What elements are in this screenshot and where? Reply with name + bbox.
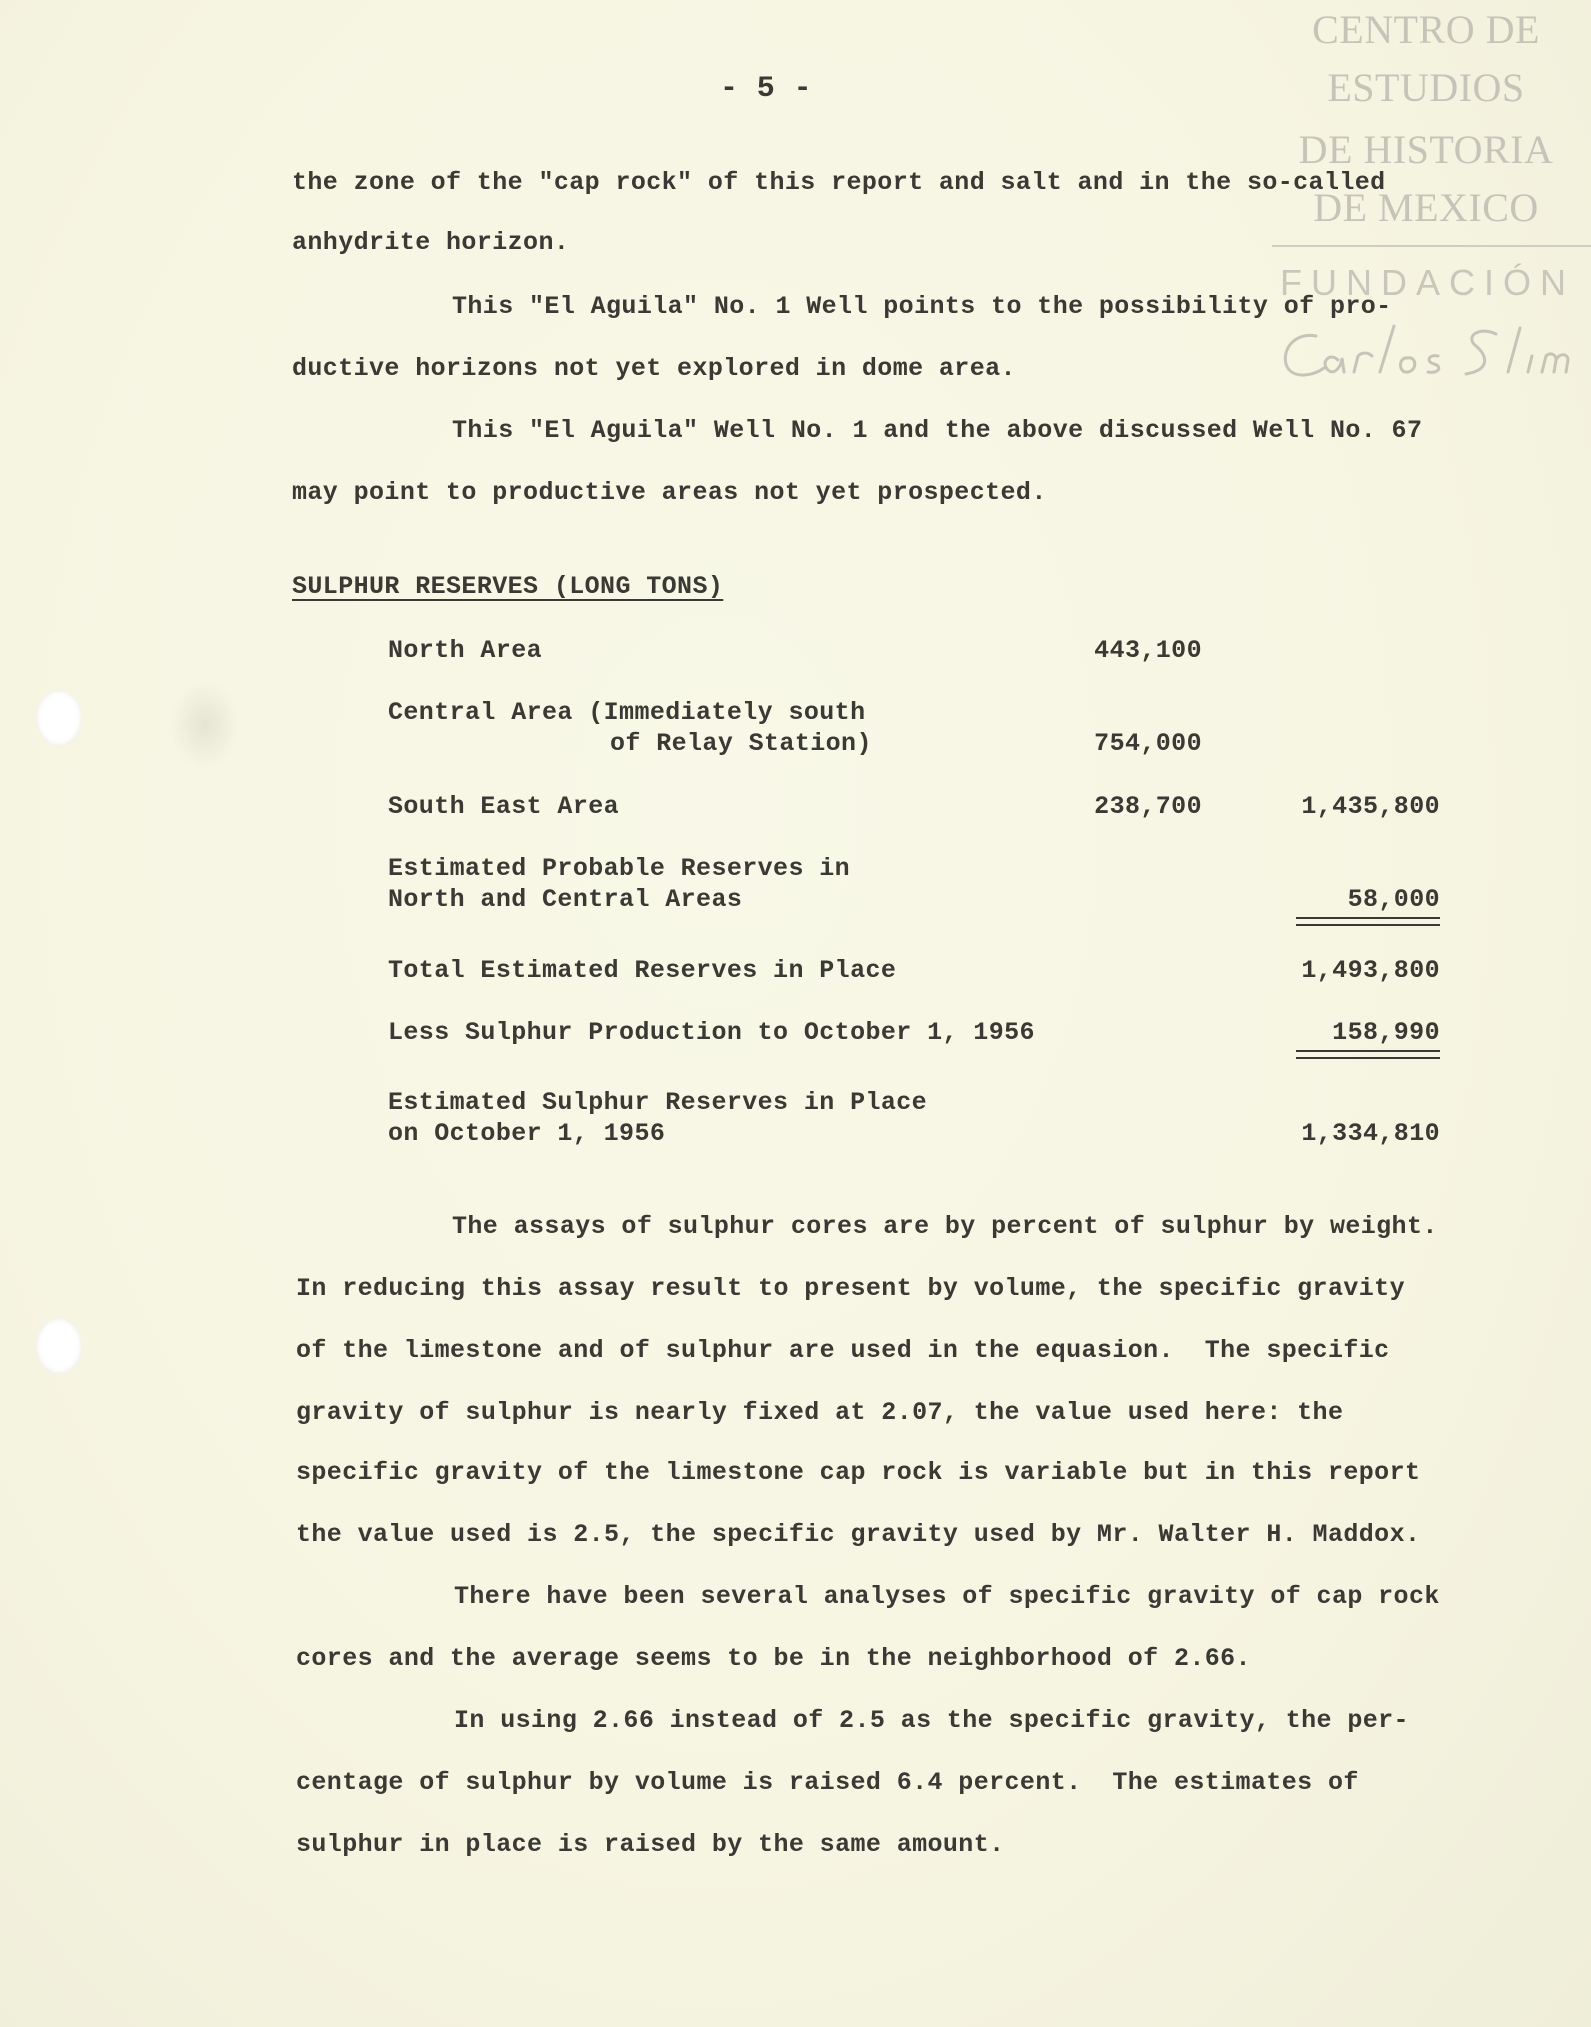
assays-line-1: The assays of sulphur cores are by percent of sulphur by weight.	[452, 1212, 1438, 1241]
assays-line-2: In reducing this assay result to present by volume, the specific gravity	[296, 1274, 1405, 1303]
aguila-1-line-1: This "El Aguila" No. 1 Well points to the possibility of pro-	[452, 292, 1392, 321]
row-less-production-label: Less Sulphur Production to October 1, 1956	[388, 1018, 1035, 1047]
aguila-2-line-2: may point to productive areas not yet prospected.	[292, 478, 1047, 507]
watermark-line-4: DE MEXICO	[1313, 185, 1539, 230]
row-central-area-label-2: of Relay Station)	[610, 729, 872, 758]
row-total-value: 1,493,800	[1301, 956, 1440, 985]
row-estimated-label-2: on October 1, 1956	[388, 1119, 666, 1148]
row-central-area-amount: 754,000	[1094, 729, 1202, 758]
using-line-1: In using 2.66 instead of 2.5 as the specific gravity, the per-	[454, 1706, 1409, 1735]
row-north-area-amount: 443,100	[1094, 636, 1202, 665]
page-number: - 5 -	[720, 72, 813, 106]
analyses-line-1: There have been several analyses of specific gravity of cap rock	[454, 1582, 1440, 1611]
probable-underline-1	[1296, 917, 1440, 919]
row-north-area-label: North Area	[388, 636, 543, 665]
watermark-signature-logo	[1276, 318, 1586, 388]
using-line-3: sulphur in place is raised by the same amount.	[296, 1830, 1005, 1859]
row-south-east-total: 1,435,800	[1301, 792, 1440, 821]
watermark-fundacion: FUNDACIÓN	[1280, 262, 1575, 303]
production-underline-2	[1296, 1057, 1440, 1059]
row-central-area-label: Central Area (Immediately south	[388, 698, 866, 727]
punch-hole-top	[36, 690, 82, 746]
assays-line-4: gravity of sulphur is nearly fixed at 2.07, the value used here: the	[296, 1398, 1344, 1427]
assays-line-5: specific gravity of the limestone cap rock is variable but in this report	[296, 1458, 1421, 1487]
production-underline-1	[1296, 1050, 1440, 1052]
watermark-line-2: ESTUDIOS	[1327, 65, 1525, 110]
aguila-2-line-1: This "El Aguila" Well No. 1 and the above discussed Well No. 67	[452, 416, 1423, 445]
watermark-line-1: CENTRO DE	[1312, 7, 1540, 52]
aguila-1-line-2: ductive horizons not yet explored in dome area.	[292, 354, 1016, 383]
row-probable-label-2: North and Central Areas	[388, 885, 743, 914]
assays-line-3: of the limestone and of sulphur are used in the equasion. The specific	[296, 1336, 1390, 1365]
row-estimated-value: 1,334,810	[1301, 1119, 1440, 1148]
assays-line-6: the value used is 2.5, the specific gravity used by Mr. Walter H. Maddox.	[296, 1520, 1421, 1549]
intro-line-1: the zone of the "cap rock" of this report and salt and in the so-called	[292, 168, 1386, 197]
reserves-heading: SULPHUR RESERVES (LONG TONS)	[292, 572, 724, 601]
watermark-divider	[1272, 245, 1591, 247]
row-probable-label: Estimated Probable Reserves in	[388, 854, 851, 883]
analyses-line-2: cores and the average seems to be in the neighborhood of 2.66.	[296, 1644, 1251, 1673]
row-estimated-label: Estimated Sulphur Reserves in Place	[388, 1088, 928, 1117]
row-total-label: Total Estimated Reserves in Place	[388, 956, 897, 985]
paper-smudge	[170, 680, 240, 770]
row-south-east-label: South East Area	[388, 792, 620, 821]
row-south-east-amount: 238,700	[1094, 792, 1202, 821]
punch-hole-bottom	[36, 1318, 82, 1374]
using-line-2: centage of sulphur by volume is raised 6.4 percent. The estimates of	[296, 1768, 1359, 1797]
intro-line-2: anhydrite horizon.	[292, 228, 570, 257]
watermark-line-3: DE HISTORIA	[1298, 127, 1554, 172]
row-probable-total: 58,000	[1347, 885, 1440, 914]
probable-underline-2	[1296, 924, 1440, 926]
row-less-production-value: 158,990	[1332, 1018, 1440, 1047]
